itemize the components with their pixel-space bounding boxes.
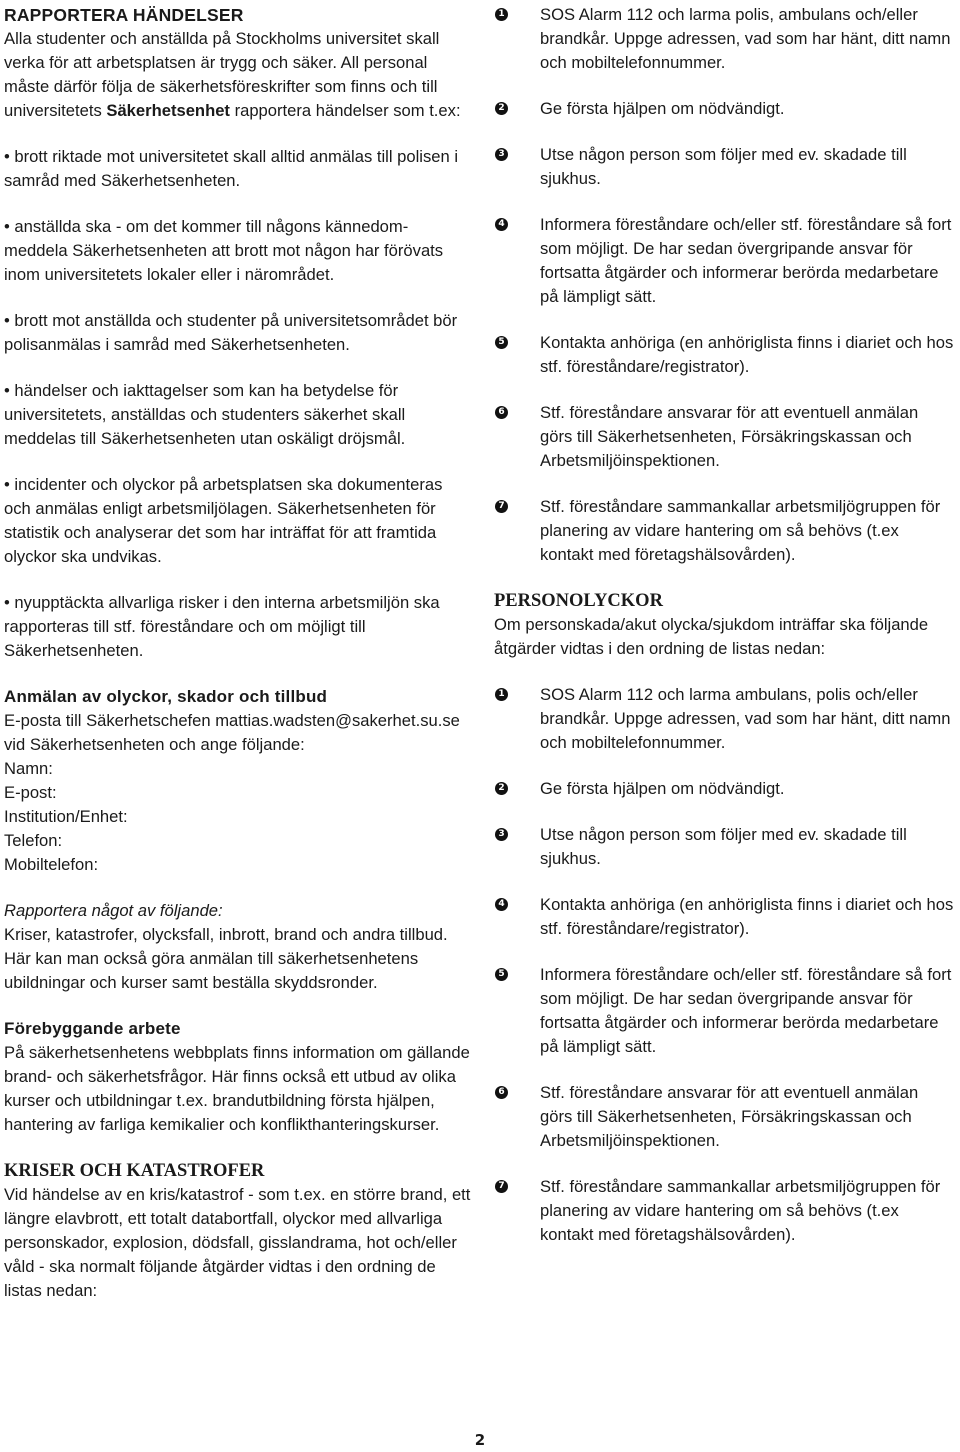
step-text: Stf. föreståndare sammankallar arbetsmiljögruppen för planering av vidare hantering om så behövs (t.ex kontakt med företagshälsovården).: [540, 497, 941, 564]
step-text: Stf. föreståndare ansvarar för att eventuell anmälan görs till Säkerhetsenheten, Försäkringskassan och Arbetsmiljöinspektionen.: [540, 403, 919, 470]
personal-step: [494, 893, 954, 941]
step-number-badge: 5: [495, 968, 508, 981]
step-number-badge: 4: [495, 898, 508, 911]
step-text: Ge första hjälpen om nödvändigt.: [540, 779, 785, 798]
left-column: [4, 3, 472, 1303]
step-number-badge: 4: [495, 218, 508, 231]
crisis-step-list: [494, 3, 954, 567]
step-text: SOS Alarm 112 och larma ambulans, polis och/eller brandkår. Uppge adressen, vad som har hänt, ditt namn och mobiltelefonnummer.: [540, 685, 951, 752]
bullet-item: • nyupptäckta allvarliga risker i den interna arbetsmiljön ska rapporteras till stf. föreståndare och om möjligt till Säkerhetsenheten.: [4, 593, 440, 660]
step-text: SOS Alarm 112 och larma polis, ambulans och/eller brandkår. Uppge adressen, vad som har hänt, ditt namn och mobiltelefonnummer.: [540, 5, 951, 72]
accident-intro: E-posta till Säkerhetschefen mattias.wadsten@sakerhet.su.se vid Säkerhetsenheten och ange följande:: [4, 711, 460, 754]
step-text: Utse någon person som följer med ev. skadade till sjukhus.: [540, 145, 907, 188]
field-label: Namn:: [4, 759, 53, 778]
crisis-step: [494, 401, 954, 473]
prevent-heading: Förebyggande arbete: [4, 1019, 181, 1038]
personal-intro: Om personskada/akut olycka/sjukdom inträffar ska följande åtgärder vidtas i den ordning de listas nedan:: [494, 615, 929, 658]
personal-step: [494, 1081, 954, 1153]
intro-text-end: rapportera händelser som t.ex:: [229, 101, 461, 120]
step-number-badge: 7: [495, 500, 508, 513]
step-number-badge: 6: [495, 1086, 508, 1099]
personal-step: [494, 777, 954, 801]
step-text: Informera föreståndare och/eller stf. föreståndare så fort som möjligt. De har sedan övergripande ansvar för fortsatta åtgärder och informerar berörda medarbetare på lämpligt sätt.: [540, 215, 952, 306]
step-text: Kontakta anhöriga (en anhöriglista finns i diariet och hos stf. föreståndare/registrator).: [540, 895, 954, 938]
personal-step: [494, 823, 954, 871]
report-intro: [4, 27, 472, 123]
step-text: Stf. föreståndare ansvarar för att eventuell anmälan görs till Säkerhetsenheten, Försäkringskassan och Arbetsmiljöinspektionen.: [540, 1083, 919, 1150]
field-label: Telefon:: [4, 831, 63, 850]
step-text: Informera föreståndare och/eller stf. föreståndare så fort som möjligt. De har sedan övergripande ansvar för fortsatta åtgärder och informerar berörda medarbetare på lämpligt sätt.: [540, 965, 952, 1056]
report-bullet-list: [4, 145, 472, 663]
step-text: Kontakta anhöriga (en anhöriglista finns i diariet och hos stf. föreståndare/registrator).: [540, 333, 954, 376]
personal-step: [494, 683, 954, 755]
intro-bold: Säkerhetsenhet: [106, 101, 230, 120]
bullet-item: • brott riktade mot universitetet skall alltid anmälas till polisen i samråd med Säkerhetsenheten.: [4, 147, 459, 190]
right-column: [494, 3, 954, 1247]
accident-heading: Anmälan av olyckor, skador och tillbud: [4, 687, 328, 706]
report-heading: RAPPORTERA HÄNDELSER: [4, 5, 244, 25]
prevent-text: På säkerhetsenhetens webbplats finns information om gällande brand- och säkerhetsfrågor. Här finns också ett utbud av olika kurser och utbildningar t.ex. brandutbildning första hjälpen, hantering av farliga kemikalier och konflikthanteringskurser.: [4, 1043, 470, 1134]
personal-step: [494, 963, 954, 1059]
step-number-badge: 2: [495, 102, 508, 115]
bullet-item: • händelser och iakttagelser som kan ha betydelse för universitetets, anställdas och studenters säkerhet skall meddelas till Säkerhetsenheten utan oskäligt dröjsmål.: [4, 381, 406, 448]
intro-text: Alla studenter och anställda på Stockholms universitet skall verka för att arbetsplatsen är trygg och säker. All personal måste därför följa de säkerhetsföreskrifter som finns och till universitetets: [4, 29, 440, 120]
personal-step: [494, 1175, 954, 1247]
accident-block: [4, 709, 472, 877]
step-number-badge: 3: [495, 828, 508, 841]
report-text: Kriser, katastrofer, olycksfall, inbrott, brand och andra tillbud. Här kan man också göra anmälan till säkerhetsenhetens ubildningar och kurser samt beställa skyddsronder.: [4, 925, 448, 992]
page-number: 2: [474, 1431, 486, 1449]
step-text: Utse någon person som följer med ev. skadade till sjukhus.: [540, 825, 907, 868]
bullet-item: • incidenter och olyckor på arbetsplatsen ska dokumenteras och anmälas enligt arbetsmiljölagen. Säkerhetsenheten för statistik och analyserar det som har inträffat för att framtida olyckor ska undvikas.: [4, 475, 443, 566]
step-number-badge: 2: [495, 782, 508, 795]
crisis-step: [494, 97, 954, 121]
field-label: Institution/Enhet:: [4, 807, 128, 826]
crisis-step: [494, 143, 954, 191]
crisis-text: Vid händelse av en kris/katastrof - som t.ex. en större brand, ett längre elavbrott, ett totalt databortfall, olyckor med allvarliga personskador, explosion, dödsfall, gisslandrama, hot och/eller våld - ska normalt följande åtgärder vidtas i den ordning de listas nedan:: [4, 1185, 471, 1300]
step-number-badge: 1: [495, 8, 508, 21]
crisis-step: [494, 331, 954, 379]
step-text: Stf. föreståndare sammankallar arbetsmiljögruppen för planering av vidare hantering om så behövs (t.ex kontakt med företagshälsovården).: [540, 1177, 941, 1244]
step-number-badge: 1: [495, 688, 508, 701]
step-number-badge: 7: [495, 1180, 508, 1193]
field-label: E-post:: [4, 783, 57, 802]
step-text: Ge första hjälpen om nödvändigt.: [540, 99, 785, 118]
crisis-step: [494, 3, 954, 75]
personal-heading: PERSONOLYCKOR: [494, 591, 663, 611]
crisis-step: [494, 213, 954, 309]
crisis-step: [494, 495, 954, 567]
field-label: Mobiltelefon:: [4, 855, 99, 874]
report-subheading: Rapportera något av följande:: [4, 901, 223, 920]
bullet-item: • anställda ska - om det kommer till någons kännedom- meddela Säkerhetsenheten att brott mot någon har förövats inom universitetets lokaler eller i närområdet.: [4, 217, 444, 284]
step-number-badge: 5: [495, 336, 508, 349]
crisis-heading: KRISER OCH KATASTROFER: [4, 1161, 265, 1181]
bullet-item: • brott mot anställda och studenter på universitetsområdet bör polisanmälas i samråd med Säkerhetsenheten.: [4, 311, 458, 354]
step-number-badge: 3: [495, 148, 508, 161]
step-number-badge: 6: [495, 406, 508, 419]
personal-step-list: [494, 683, 954, 1247]
